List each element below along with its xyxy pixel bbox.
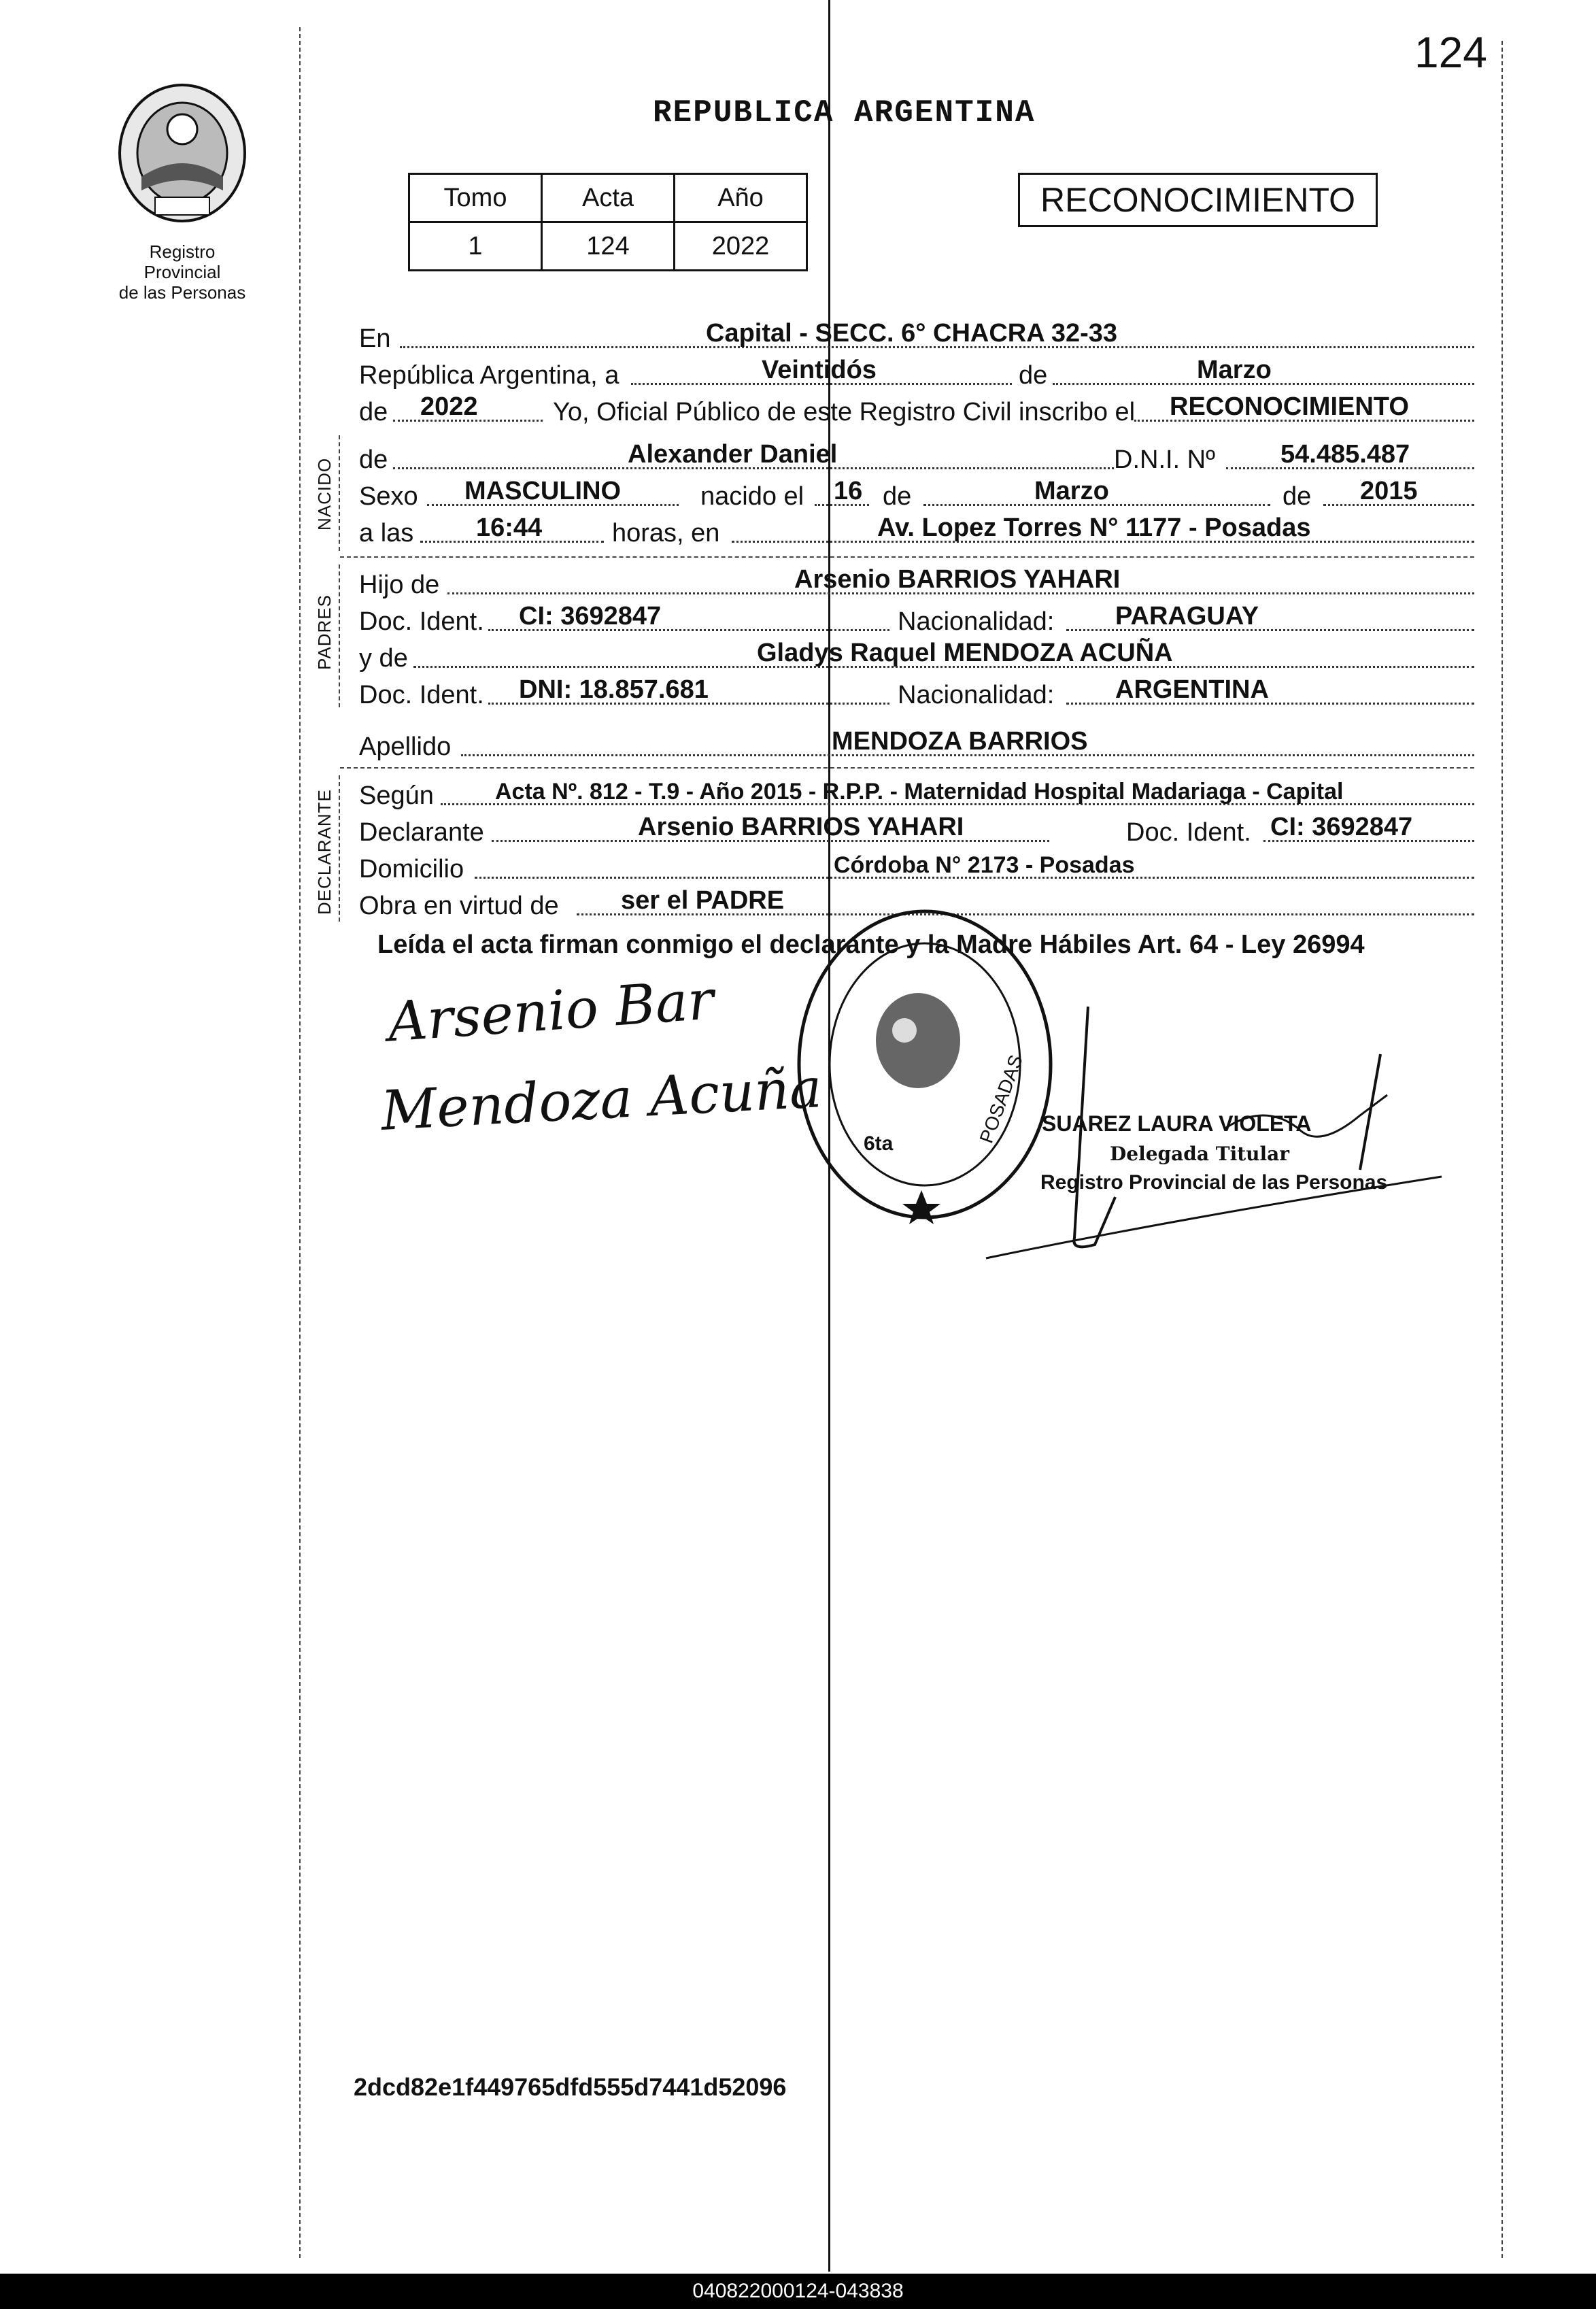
label-nacido: nacido el [700, 482, 804, 511]
row-segun [359, 777, 1474, 811]
value-nac1: PARAGUAY [1115, 602, 1259, 630]
row-sexo [359, 477, 1474, 511]
label-de-anio: de [359, 398, 388, 426]
value-nac-anio: 2015 [1360, 477, 1418, 505]
label-obra: Obra en virtud de [359, 892, 559, 920]
label-alas: a las [359, 519, 414, 547]
signature-declarante: Arsenio Bar [386, 968, 716, 1054]
label-nac2: Nacionalidad: [898, 681, 1055, 709]
document-type-box: RECONOCIMIENTO [1018, 173, 1378, 227]
value-doc3: CI: 3692847 [1270, 813, 1413, 841]
label-en: En [359, 324, 391, 353]
value-acto: RECONOCIMIENTO [1170, 392, 1409, 421]
legal-statement: Leída el acta firman conmigo el declarante y la Madre Hábiles Art. 64 - Ley 26994 [377, 930, 1365, 959]
value-apellido: MENDOZA BARRIOS [832, 727, 1088, 756]
value-nombre: Alexander Daniel [628, 440, 838, 469]
row-doc-madre [359, 676, 1474, 710]
section-label-padres: PADRES [314, 594, 335, 670]
label-nac-de: de [883, 482, 912, 511]
page-number: 124 [1414, 28, 1487, 77]
value-domicilio: Córdoba N° 2173 - Posadas [834, 852, 1135, 878]
record-table-header: Tomo [409, 174, 542, 222]
label-de: de [1019, 361, 1048, 390]
left-margin-line [299, 27, 301, 2258]
label-doc2: Doc. Ident. [359, 681, 484, 709]
value-segun: Acta Nº. 812 - T.9 - Año 2015 - R.P.P. - Maternidad Hospital Madariaga - Capital [495, 779, 1344, 805]
label-doc1: Doc. Ident. [359, 607, 484, 636]
padres-bracket [339, 564, 340, 707]
value-doc2: DNI: 18.857.681 [519, 675, 709, 704]
label-hijo: Hijo de [359, 571, 440, 599]
stamp-bottom-text: POSADAS [975, 1051, 1027, 1146]
label-republica: República Argentina, a [359, 361, 619, 390]
value-en: Capital - SECC. 6° CHACRA 32-33 [706, 319, 1118, 348]
anio-value: 2022 [675, 222, 807, 271]
row-doc-padre [359, 603, 1474, 637]
acta-value: 124 [542, 222, 675, 271]
row-apellido [359, 728, 1474, 762]
label-nac1: Nacionalidad: [898, 607, 1055, 636]
value-nac-mes: Marzo [1034, 477, 1109, 505]
row-nombre [359, 441, 1474, 475]
row-madre [359, 639, 1474, 673]
section-label-declarante: DECLARANTE [314, 789, 335, 915]
row-domicilio [359, 850, 1474, 884]
separator-apellido-declarante [340, 767, 1474, 769]
row-fecha-acto [359, 356, 1474, 390]
province-logo [114, 82, 250, 303]
label-declarante: Declarante [359, 818, 484, 847]
official-org: Registro Provincial de las Personas [1040, 1171, 1388, 1194]
right-margin-line [1501, 41, 1503, 2258]
label-apellido: Apellido [359, 732, 452, 761]
label-nac-de2: de [1283, 482, 1312, 511]
page-title: REPUBLICA ARGENTINA [653, 95, 1036, 131]
label-yde: y de [359, 644, 408, 673]
record-table-header: Año [675, 174, 807, 222]
row-hora-lugar [359, 514, 1474, 548]
logo-caption-1: Registro Provincial [143, 241, 221, 282]
record-table-header-row [409, 174, 807, 222]
signature-madre: Mendoza Acuña [379, 1056, 824, 1143]
record-table-value-row [409, 222, 807, 271]
official-role: Delegada Titular [1110, 1143, 1290, 1165]
label-doc3: Doc. Ident. [1126, 818, 1251, 847]
label-de-nombre: de [359, 445, 388, 474]
value-sexo: MASCULINO [464, 477, 622, 505]
record-table [408, 173, 808, 271]
value-mes: Marzo [1197, 356, 1272, 384]
stamp-center-text: 6ta [864, 1132, 894, 1155]
nacido-bracket [339, 435, 340, 551]
label-oficial: Yo, Oficial Público de este Registro Civil inscribo el [553, 398, 1136, 426]
value-dia: Veintidós [762, 356, 877, 384]
value-doc1: CI: 3692847 [519, 602, 662, 630]
row-inscripcion [359, 393, 1474, 427]
label-dni: D.N.I. Nº [1114, 445, 1215, 474]
row-declarante [359, 813, 1474, 847]
value-madre: Gladys Raquel MENDOZA ACUÑA [757, 639, 1173, 667]
label-domicilio: Domicilio [359, 855, 464, 883]
misiones-emblem-icon [114, 82, 250, 231]
value-hora: 16:44 [476, 513, 543, 542]
value-dni: 54.485.487 [1280, 440, 1410, 469]
section-label-nacido: NACIDO [314, 457, 335, 530]
value-nac2: ARGENTINA [1115, 675, 1269, 704]
value-anio: 2022 [420, 392, 478, 421]
declarante-bracket [339, 775, 340, 922]
record-table-header: Acta [542, 174, 675, 222]
scan-footer-bar [0, 2274, 1596, 2309]
value-obra: ser el PADRE [621, 886, 785, 915]
value-nac-dia: 16 [834, 477, 863, 505]
official-name: SUAREZ LAURA VIOLETA [1042, 1111, 1312, 1136]
value-padre: Arsenio BARRIOS YAHARI [794, 565, 1121, 594]
logo-caption-2: de las Personas [118, 282, 246, 303]
tomo-value: 1 [409, 222, 542, 271]
value-declarante: Arsenio BARRIOS YAHARI [638, 813, 964, 841]
label-segun: Según [359, 781, 434, 810]
value-lugar: Av. Lopez Torres N° 1177 - Posadas [877, 513, 1311, 542]
separator-nacido-padres [340, 556, 1474, 558]
row-padre [359, 566, 1474, 600]
row-lugar-acto [359, 320, 1474, 354]
document-hash: 2dcd82e1f449765dfd555d7441d52096 [354, 2073, 787, 2101]
label-horas: horas, en [612, 519, 720, 547]
footer-code: 040822000124-043838 [692, 2280, 904, 2302]
label-sexo: Sexo [359, 482, 418, 511]
